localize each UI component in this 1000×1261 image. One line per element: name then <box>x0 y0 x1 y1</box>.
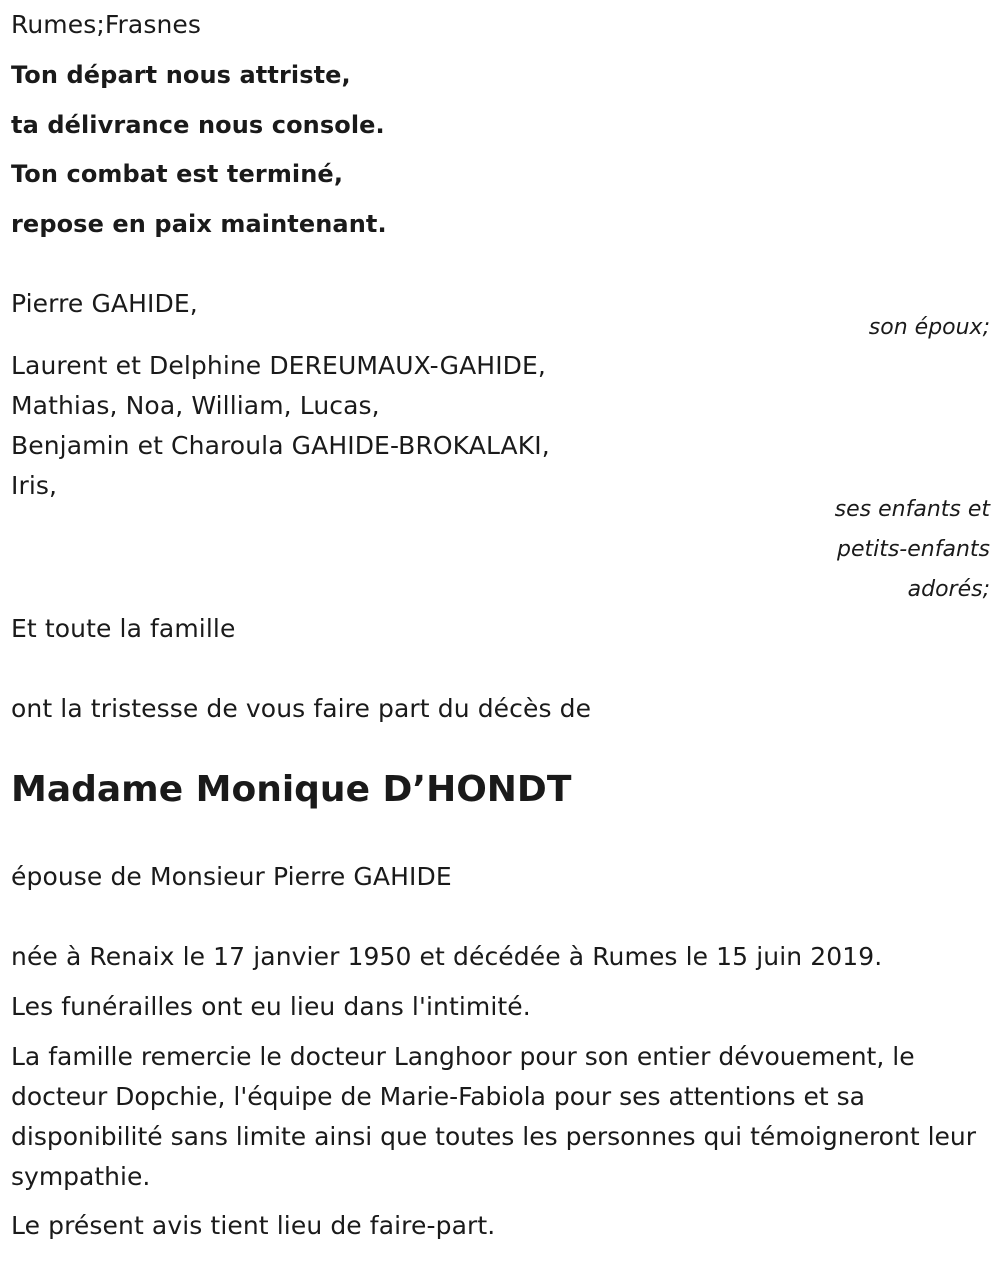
spouse-name: Pierre GAHIDE, <box>11 289 198 318</box>
poem-line-1: Ton départ nous attriste, <box>11 61 351 89</box>
family-line: Et toute la famille <box>11 614 236 643</box>
children-line-1: Laurent et Delphine DEREUMAUX-GAHIDE, <box>11 351 546 380</box>
children-line-4: Iris, <box>11 471 58 500</box>
spouse-role: son époux; <box>868 315 990 340</box>
announcement-line: ont la tristesse de vous faire part du décès de <box>11 694 592 723</box>
thanks-paragraph: La famille remercie le docteur Langhoor pour son entier dévouement, le docteur Dopchie, l'équipe de Marie-Fabiola pour ses attentions et sa disponibilité sans limite ainsi que toutes les personnes qui témoigneront leur sympathie. <box>11 1042 977 1191</box>
deceased-name: Madame Monique D’HONDT <box>11 769 572 810</box>
children-role-line-2: petits-enfants <box>836 537 990 562</box>
children-line-3: Benjamin et Charoula GAHIDE-BROKALAKI, <box>11 431 550 460</box>
location-line: Rumes;Frasnes <box>11 10 202 39</box>
children-role-line-3: adorés; <box>907 577 990 602</box>
birth-death-line: née à Renaix le 17 janvier 1950 et décédée à Rumes le 15 juin 2019. <box>11 942 883 971</box>
funeral-line: Les funérailles ont eu lieu dans l'intimité. <box>11 992 531 1021</box>
children-line-2: Mathias, Noa, William, Lucas, <box>11 391 380 420</box>
poem-line-2: ta délivrance nous console. <box>11 111 385 139</box>
spouse-of-line: épouse de Monsieur Pierre GAHIDE <box>11 862 452 891</box>
poem-line-3: Ton combat est terminé, <box>11 160 344 188</box>
notice-line: Le présent avis tient lieu de faire-part. <box>11 1211 496 1240</box>
children-role-line-1: ses enfants et <box>834 497 990 522</box>
poem-line-4: repose en paix maintenant. <box>11 210 387 238</box>
